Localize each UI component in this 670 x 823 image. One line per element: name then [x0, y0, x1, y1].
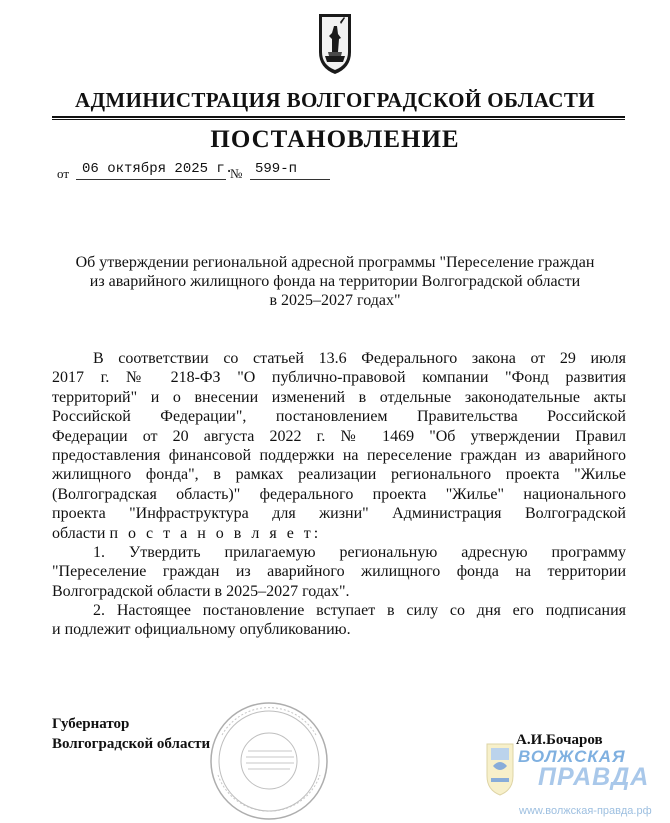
signatory-title [52, 714, 210, 754]
subject-line: из аварийного жилищного фонда на территории Волгоградской области [89, 273, 581, 290]
organization-title: АДМИНИСТРАЦИЯ ВОЛГОГРАДСКОЙ ОБЛАСТИ [75, 88, 595, 112]
watermark-line1: ВОЛЖСКАЯ [518, 747, 626, 766]
watermark-url: www.волжская-правда.рф [519, 805, 652, 817]
official-stamp [200, 695, 338, 823]
date-number-line [0, 158, 670, 184]
header-rule [52, 116, 625, 118]
body-line: (Волгоградская область)" федерального проекта "Жилье" национального [52, 485, 626, 503]
body-line: 2. Настоящее постановление вступает в силу со дня его подписания [93, 602, 626, 620]
body-line: проекта "Инфраструктура для жизни" Администрация Волгоградской [52, 505, 626, 523]
document-subject [40, 253, 630, 310]
document-number: 599-п [255, 161, 298, 177]
coat-of-arms-emblem [317, 12, 353, 76]
header-rule-thin [52, 119, 625, 120]
date-from-label: от [57, 166, 70, 181]
number-underline [250, 179, 330, 180]
subject-line: Об утверждении региональной адресной программы "Переселение граждан [75, 254, 595, 271]
body-line: Российской Федерации", постановлением Правительства Российской [52, 408, 626, 426]
body-line: 2017 г. № 218-ФЗ "О публично-правовой компании "Фонд развития [52, 369, 626, 387]
body-line: "Переселение граждан из аварийного жилищного фонда на территории [52, 563, 626, 581]
body-line: предоставления финансовой поддержки на переселение граждан из аварийного [52, 446, 626, 464]
number-label: № [230, 166, 243, 181]
body-line: Волгоградской области в 2025–2027 годах". [52, 582, 350, 600]
date-underline [76, 179, 226, 180]
body-line: жилищного фонда", в рамках реализации регионального проекта "Жилье [52, 466, 626, 484]
body-line: Федерации от 20 августа 2022 г. № 1469 "Об утверждении Правил [52, 427, 626, 445]
body-line-resolves [52, 524, 626, 543]
signatory-title-line: Волгоградской области [52, 736, 211, 752]
body-line: В соответствии со статьей 13.6 Федерального закона от 29 июля [93, 350, 626, 367]
body-line: области [52, 524, 106, 542]
resolves-word: п о с т а н о в л я е т: [109, 524, 322, 542]
document-body [52, 349, 626, 640]
body-line: территорий" и о внесении изменений в отдельные законодательные акты [52, 388, 626, 406]
body-line: 1. Утвердить прилагаемую региональную адресную программу [93, 543, 626, 561]
subject-line: в 2025–2027 годах" [269, 292, 401, 309]
watermark-line2: ПРАВДА [538, 763, 650, 791]
signatory-name: А.И.Бочаров [516, 732, 603, 748]
document-type-title: ПОСТАНОВЛЕНИЕ [210, 126, 460, 153]
signatory-title-line: Губернатор [52, 716, 130, 732]
body-line: и подлежит официальному опубликованию. [52, 621, 351, 639]
document-date: 06 октября 2025 г. [82, 161, 234, 177]
